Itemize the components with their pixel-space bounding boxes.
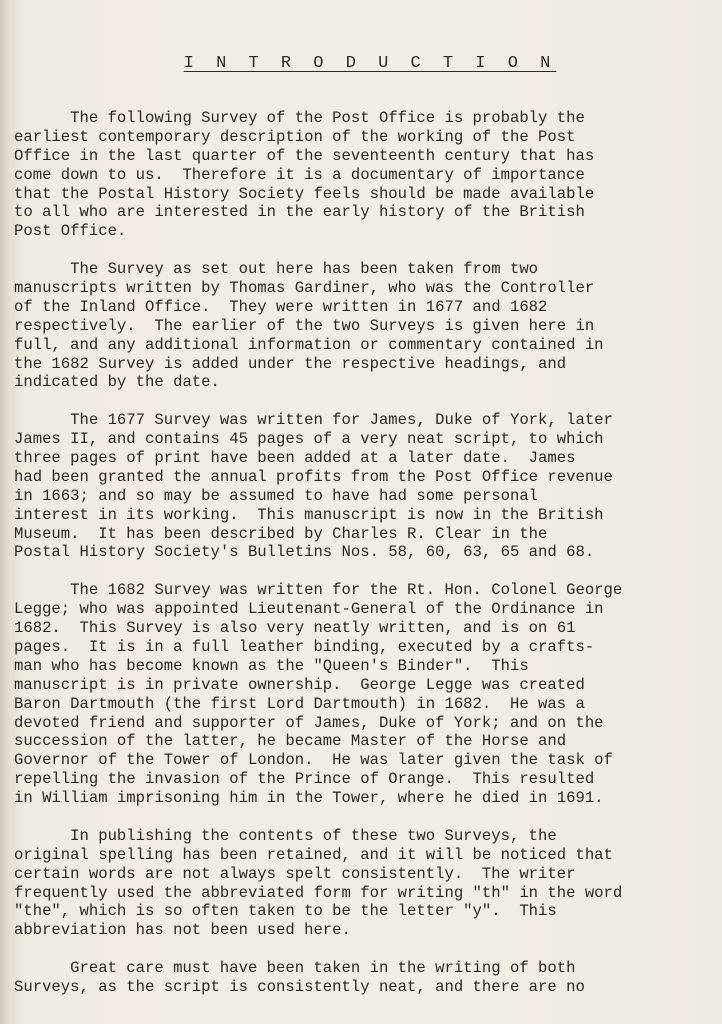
text-line: had been granted the annual profits from the Post Office revenue bbox=[14, 467, 613, 486]
text-line: Postal History Society's Bulletins Nos. 58, 60, 63, 65 and 68. bbox=[14, 543, 595, 562]
text-line: Legge; who was appointed Lieutenant-General of the Ordinance in bbox=[14, 600, 604, 619]
text-line: respectively. The earlier of the two Surveys is given here in bbox=[14, 316, 595, 335]
text-line: Surveys, as the script is consistently neat, and there are no bbox=[14, 977, 585, 996]
text-line: Office in the last quarter of the seventeenth century that has bbox=[14, 146, 595, 165]
text-line: in William imprisoning him in the Tower, where he died in 1691. bbox=[14, 789, 604, 808]
text-line: Baron Dartmouth (the first Lord Dartmouth) in 1682. He was a bbox=[14, 694, 585, 713]
text-line: earliest contemporary description of the working of the Post bbox=[14, 127, 576, 146]
paragraph-1 bbox=[14, 109, 718, 241]
text-line: devoted friend and supporter of James, Duke of York; and on the bbox=[14, 713, 604, 732]
text-line: Museum. It has been described by Charles R. Clear in the bbox=[14, 524, 548, 543]
text-line: James II, and contains 45 pages of a very neat script, to which bbox=[14, 430, 604, 449]
text-line: 1682. This Survey is also very neatly written, and is on 61 bbox=[14, 619, 576, 638]
text-line: The Survey as set out here has been taken from two bbox=[14, 260, 539, 279]
paragraph-3 bbox=[14, 411, 718, 562]
text-line: original spelling has been retained, and it will be noticed that bbox=[14, 845, 613, 864]
text-line: Governor of the Tower of London. He was later given the task of bbox=[14, 751, 613, 770]
text-line: The 1677 Survey was written for James, Duke of York, later bbox=[14, 411, 613, 430]
text-line: that the Postal History Society feels should be made available bbox=[14, 184, 595, 203]
text-line: certain words are not always spelt consistently. The writer bbox=[14, 864, 576, 883]
text-line: repelling the invasion of the Prince of Orange. This resulted bbox=[14, 770, 595, 789]
text-line: The 1682 Survey was written for the Rt. Hon. Colonel George bbox=[14, 581, 623, 600]
text-line: The following Survey of the Post Office is probably the bbox=[14, 109, 585, 127]
text-line: "the", which is so often taken to be the letter "y". This bbox=[14, 902, 557, 921]
text-line: frequently used the abbreviated form for writing "th" in the word bbox=[14, 883, 623, 902]
text-line: the 1682 Survey is added under the respective headings, and bbox=[14, 354, 567, 373]
paragraph-6 bbox=[14, 959, 718, 997]
text-line: pages. It is in a full leather binding, executed by a crafts- bbox=[14, 637, 595, 656]
text-line: in 1663; and so may be assumed to have had some personal bbox=[14, 486, 539, 505]
text-line: Post Office. bbox=[14, 222, 127, 241]
document-body bbox=[14, 109, 718, 1016]
text-line: In publishing the contents of these two Surveys, the bbox=[14, 826, 557, 845]
text-line: man who has become known as the "Queen's Binder". This bbox=[14, 656, 529, 675]
text-line: of the Inland Office. They were written in 1677 and 1682 bbox=[14, 297, 548, 316]
text-line: to all who are interested in the early history of the British bbox=[14, 203, 585, 222]
text-line: Great care must have been taken in the writing of both bbox=[14, 959, 576, 978]
paragraph-2 bbox=[14, 260, 718, 392]
paragraph-5 bbox=[14, 827, 718, 940]
text-line: three pages of print have been added at a later date. James bbox=[14, 449, 576, 468]
paragraph-4 bbox=[14, 581, 718, 808]
text-line: interest in its working. This manuscript is now in the British bbox=[14, 505, 604, 524]
text-line: full, and any additional information or commentary contained in bbox=[14, 335, 604, 354]
text-line: come down to us. Therefore it is a documentary of importance bbox=[14, 165, 585, 184]
text-line: abbreviation has not been used here. bbox=[14, 921, 351, 940]
text-line: manuscripts written by Thomas Gardiner, who was the Controller bbox=[14, 279, 595, 298]
text-line: succession of the latter, he became Master of the Horse and bbox=[14, 732, 567, 751]
page-title: I N T R O D U C T I O N bbox=[183, 54, 557, 73]
text-line: manuscript is in private ownership. George Legge was created bbox=[14, 675, 585, 694]
text-line: indicated by the date. bbox=[14, 373, 220, 392]
